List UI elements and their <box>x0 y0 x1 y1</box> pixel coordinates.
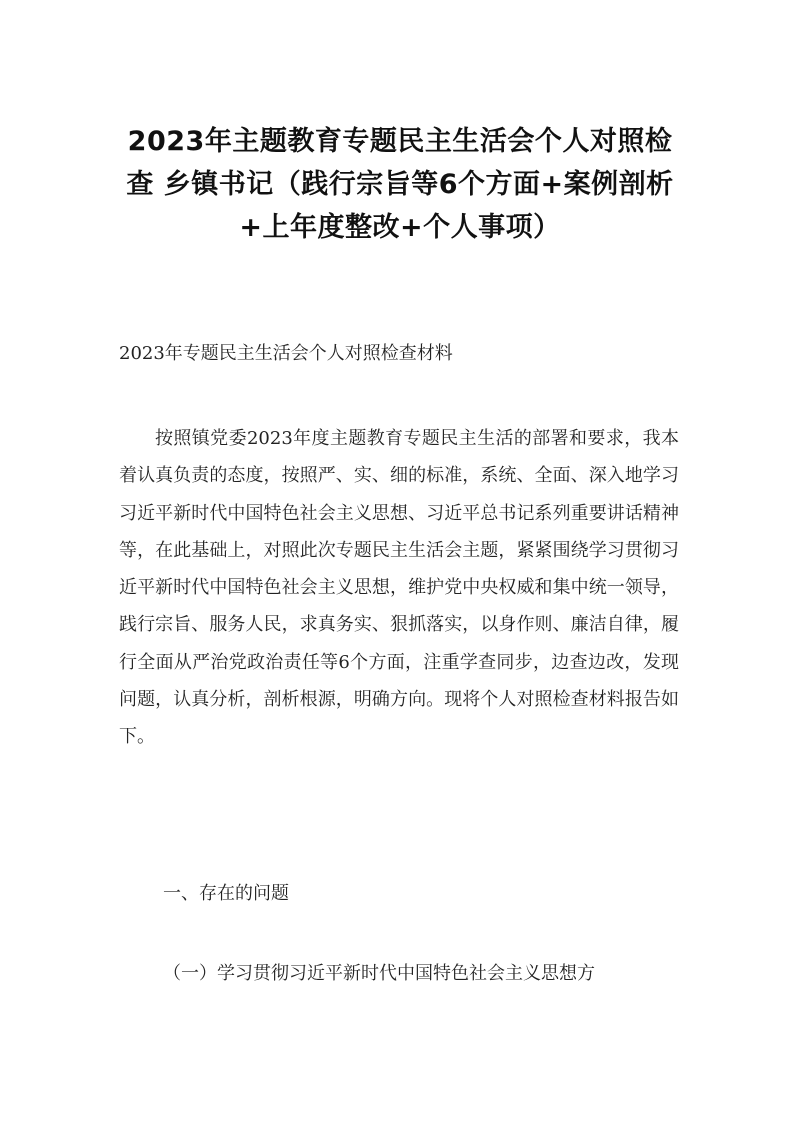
section-heading-problems: 一、存在的问题 <box>163 883 289 904</box>
intro-paragraph: 按照镇党委2023年度主题教育专题民主生活的部署和要求，我本着认真负责的态度，按照严、实、细的标准，系统、全面、深入地学习习近平新时代中国特色社会主义思想、习近平总书记系列重要讲话精神等，在此基础上，对照此次专题民主生活会主题，紧紧围绕学习贯彻习近平新时代中国特色社会主义思想，维护党中央权威和集中统一领导，践行宗旨、服务人民，求真务实、狠抓落实，以身作则、廉洁自律，履行全面从严治党政治责任等6个方面，注重学查同步，边查边改，发现问题，认真分析，剖析根源，明确方向。现将个人对照检查材料报告如下。 <box>119 428 679 748</box>
subsection-heading-1: （一）学习贯彻习近平新时代中国特色社会主义思想方 <box>163 963 595 984</box>
document-subtitle: 2023年专题民主生活会个人对照检查材料 <box>119 343 453 364</box>
document-title: 2023年主题教育专题民主生活会个人对照检查 乡镇书记（践行宗旨等6个方面+案例剖析+上年度整改+个人事项） <box>126 126 674 243</box>
